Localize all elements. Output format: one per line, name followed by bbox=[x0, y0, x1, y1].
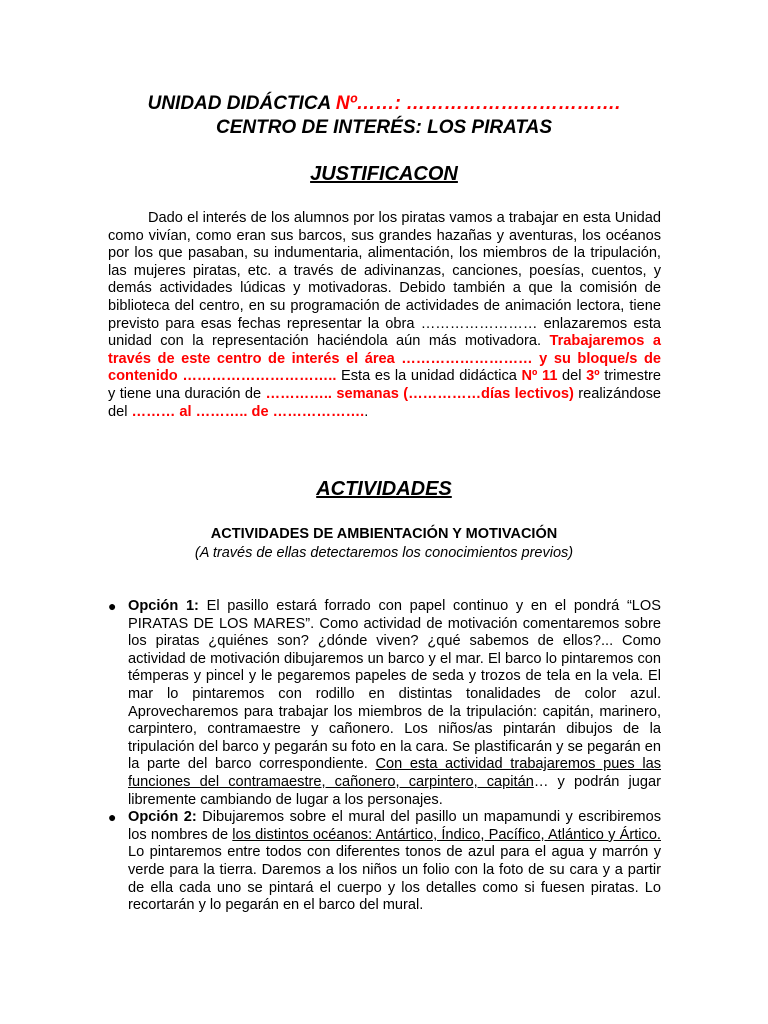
trimester-value: 3º bbox=[586, 368, 600, 385]
center-of-interest-title: CENTRO DE INTERÉS: LOS PIRATAS bbox=[215, 117, 553, 138]
option-label: Opción 2: bbox=[128, 809, 197, 826]
unit-title bbox=[0, 92, 768, 116]
area-block-text: Trabajaremos a través de este centro de interés el área ……………………… y su bloque/s de contenido ………………………….. bbox=[108, 333, 661, 385]
option-underlined-text: los distintos océanos: Antártico, Índico, Pacífico, Atlántico y Ártico. bbox=[232, 826, 661, 843]
activities-subnote: (A través de ellas detectaremos los conocimientos previos) bbox=[194, 545, 574, 561]
realized-text: realizándose del bbox=[108, 385, 661, 420]
activities-heading: ACTIVIDADES bbox=[316, 478, 452, 500]
activities-subheading: ACTIVIDADES DE AMBIENTACIÓN Y MOTIVACIÓN bbox=[210, 526, 558, 542]
list-item bbox=[108, 598, 661, 809]
option-text: El pasillo estará forrado con papel continuo y en el pondrá “LOS PIRATAS DE LOS MARES”. Como actividad de motivación comentaremos sobre los piratas ¿quiénes son? ¿dónde viven? ¿qué sabemos de ellos?... Como actividad de motivación dibujaremos un barco y el mar. El barco lo pintaremos con témperas y pincel y le pegaremos papeles de seda y trozos de tela en la vela. El mar lo pintaremos con rodillo en distintas tonalidades de color azul. Aprovecharemos para trabajar los miembros de la tripulación: capitán, marinero, carpintero, contramaestre y cañonero. Los niños/as pintarán dibujos de la tripulación del barco y pegarán su foto en la cara. Se plastificarán y se pegarán en la parte del barco correspondiente. bbox=[128, 598, 662, 773]
option-text-end: Lo pintaremos entre todos con diferentes tonos de azul para el agua y marrón y verde para la tierra. Daremos a los niños un folio con la foto de su cara y a partir de ella cada uno se pintará el cuerpo y los detalles como si fuesen piratas. Lo recortarán y lo pegarán en el barco del mural. bbox=[128, 844, 661, 914]
option-text-end: … y podrán jugar libremente cambiando de lugar a los personajes. bbox=[128, 773, 661, 808]
list-item bbox=[108, 809, 661, 915]
period-text: . bbox=[364, 403, 369, 420]
justification-heading: JUSTIFICACON bbox=[310, 163, 458, 185]
dates-value: ……… al ……….. de ………………. bbox=[131, 403, 365, 420]
justification-paragraph bbox=[108, 210, 661, 421]
option-label: Opción 1: bbox=[128, 598, 199, 614]
justification-text: Dado el interés de los alumnos por los piratas vamos a trabajar en esta Unidad como vivían, como eran sus barcos, sus grandes hazañas y aventuras, los océanos por los que pasaban, su indumentaria, alimentación, los miembros de la tripulación, las mujeres piratas, etc. a través de adivinanzas, canciones, poesías, cuentos, y demás actividades lúdicas y motivadoras. Debido también a que la comisión de biblioteca del centro, en su programación de actividades de animación lectora, tiene previsto para esas fechas representar la obra …………………… enlazaremos esta unidad con la representación haciéndola aún más motivadora. bbox=[108, 210, 661, 350]
unit-number: Nº……: ……………………………. bbox=[335, 93, 621, 114]
weeks-value: ………….. semanas (……………días lectivos) bbox=[265, 385, 574, 402]
option-text: Dibujaremos sobre el mural del pasillo un mapamundi y escribiremos los nombres de bbox=[128, 809, 662, 843]
activity-options-list bbox=[108, 598, 661, 915]
of-text: del bbox=[557, 368, 587, 385]
unit-text: Esta es la unidad didáctica bbox=[336, 368, 522, 385]
option-underlined-text: Con esta actividad trabajaremos pues las funciones del contramaestre, cañonero, carpintero, capitán bbox=[128, 756, 662, 790]
bullet-icon: ● bbox=[108, 809, 117, 826]
bullet-icon: ● bbox=[108, 598, 117, 614]
unit-title-prefix: UNIDAD DIDÁCTICA bbox=[147, 93, 336, 114]
unit-number-value: Nº 11 bbox=[521, 368, 558, 385]
duration-text: trimestre y tiene una duración de bbox=[108, 368, 661, 402]
